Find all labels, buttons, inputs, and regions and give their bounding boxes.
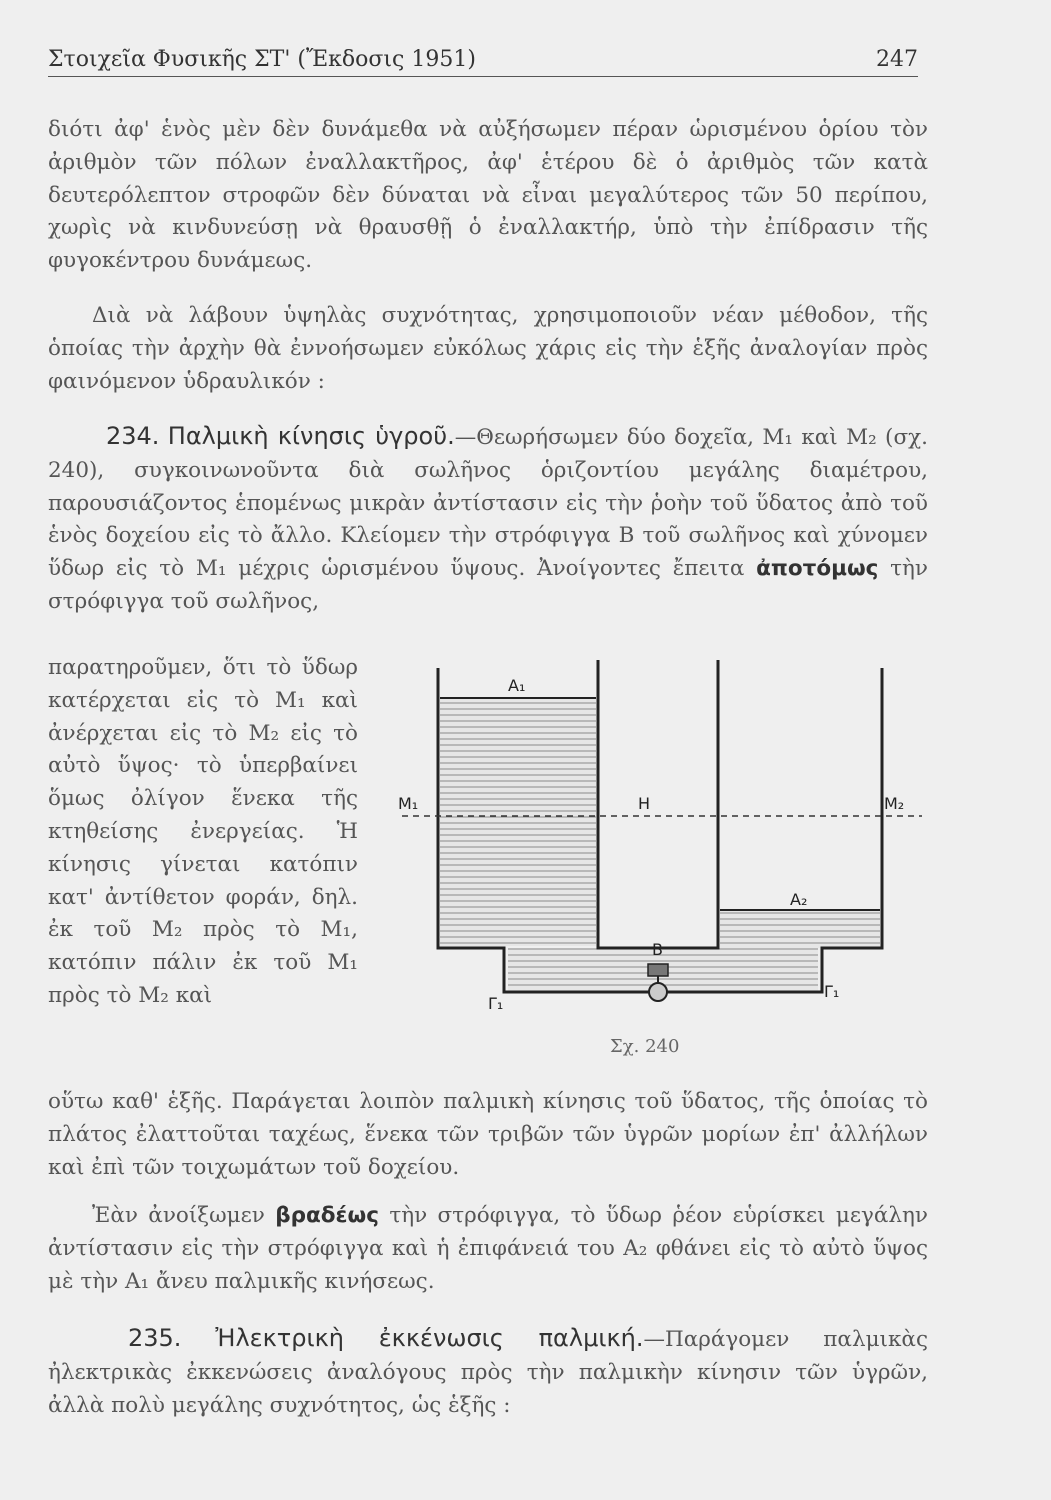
paragraph-1: διότι ἀφ' ἑνὸς μὲν δὲν δυνάμεθα νὰ αὐξήσωμεν πέραν ὡρισμένου ὁρίου τὸν ἀριθμὸν τῶν πόλων ἐναλλακτῆρος, ἀφ' ἑτέρου δὲ ὁ ἀριθμὸς τῶν κατὰ δευτερόλεπτον στροφῶν δὲν δύναται νὰ εἶναι μεγαλύτερος τῶν 50 περίπου, χωρὶς νὰ κινδυνεύσῃ νὰ θραυσθῇ ὁ ἐναλλακτήρ, ὑπὸ τὴν ἐπίδρασιν τῆς φυγοκέντρου δυνάμεως.: [48, 117, 928, 274]
section-234-dash: —: [454, 425, 477, 450]
label-g1-right: Γ₁: [824, 982, 840, 1001]
section-234-text-c: οὕτω καθ' ἑξῆς. Παράγεται λοιπὸν παλμικὴ κίνησις τοῦ ὕδατος, τῆς ὁποίας τὸ πλάτος ἐλαττοῦται ταχέως, ἕνεκα τῶν τριβῶν τῶν ὑγρῶν μορίων ἐπ' ἀλλήλων καὶ ἐπὶ τῶν τοιχωμάτων τοῦ δοχείου.: [48, 1089, 928, 1180]
section-234-text-d2: τὴν στρόφιγγα, τὸ ὕδωρ ῥέον εὑρίσκει μεγάλην ἀντίστασιν εἰς τὴν στρόφιγγα καὶ ἡ ἐπιφάνειά του A₂ φθάνει εἰς τὸ αὐτὸ ὕψος μὲ τὴν A₁ ἄνευ παλμικῆς κινήσεως.: [48, 1203, 928, 1294]
label-m1: M₁: [398, 794, 419, 813]
vessel-inner-wall: [598, 660, 718, 948]
running-header: [48, 40, 918, 77]
section-234-number: 234.: [106, 422, 160, 450]
section-234-narrow-text: παρατηροῦμεν, ὅτι τὸ ὕδωρ κατέρχεται εἰς τὸ M₁ καὶ ἀνέρχεται εἰς τὸ M₂ εἰς τὸ αὐτὸ ὕψος· τὸ ὑπερβαίνει ὅμως ὀλίγον ἕνεκα τῆς κτηθείσης ἐνεργείας. Ἡ κίνησις γίνεται κατόπιν κατ' ἀντίθετον φοράν, δηλ. ἐκ τοῦ M₂ πρὸς τὸ M₁, κατόπιν πάλιν ἐκ τοῦ M₁ πρὸς τὸ M₂ καὶ: [48, 655, 358, 1008]
stopcock-b: [649, 983, 667, 1001]
section-234-paragraph-d: [48, 1200, 928, 1298]
label-b: B: [652, 940, 663, 959]
bold-word-vradeos: βραδέως: [275, 1203, 379, 1228]
section-234-text-d1: Ἐὰν ἀνοίξωμεν: [92, 1203, 276, 1228]
section-234-text-b: τὴν στρόφιγγα τοῦ σωλῆνος,: [48, 556, 928, 614]
bold-word-apotomos: ἀποτόμως: [756, 556, 879, 582]
stopcock-handle: [648, 964, 668, 976]
section-235-text: Παράγομεν παλμικὰς ἠλεκτρικὰς ἐκκενώσεις ἀναλόγους πρὸς τὴν παλμικὴν κίνησιν τῶν ὑγρῶν, ἀλλὰ πολὺ μεγάλης συχνότητος, ὡς ἑξῆς :: [48, 1327, 928, 1418]
figure-caption: Σχ. 240: [610, 1036, 680, 1057]
page-number: 247: [876, 47, 918, 72]
section-235-dash: —: [643, 1327, 665, 1352]
label-a1: A₁: [508, 676, 526, 695]
label-a2: A₂: [790, 890, 808, 909]
label-g1-left: Γ₁: [488, 994, 504, 1013]
label-h: H: [638, 794, 651, 813]
label-m2: M₂: [884, 794, 905, 813]
water-m1: [440, 698, 596, 946]
communicating-vessels-diagram: [378, 652, 938, 1072]
section-235-body: [48, 1322, 928, 1422]
header-title: Στοιχεῖα Φυσικῆς ΣΤ' (Ἔκδοσις 1951): [48, 47, 476, 72]
section-234-title: Παλμικὴ κίνησις ὑγροῦ.: [167, 422, 455, 450]
section-234-text-a: Θεωρήσωμεν δύο δοχεῖα, M₁ καὶ M₂ (σχ. 240), συγκοινωνοῦντα διὰ σωλῆνος ὁριζοντίου μεγάλης διαμέτρου, παρουσιάζοντος ἑπομένως μικρὰν ἀντίστασιν εἰς τὴν ῥοὴν τοῦ ὕδατος ἀπὸ τοῦ ἑνὸς δοχείου εἰς τὸ ἄλλο. Κλείομεν τὴν στρόφιγγα B τοῦ σωλῆνος καὶ χύνομεν ὕδωρ εἰς τὸ M₁ μέχρις ὡρισμένου ὕψους. Ἀνοίγοντες ἔπειτα: [48, 425, 928, 582]
section-234-body: [48, 420, 928, 619]
water-m2: [720, 910, 880, 948]
section-235-title: Ἠλεκτρικὴ ἐκκένωσις παλμική.: [215, 1324, 644, 1352]
paragraph-2: Διὰ νὰ λάβουν ὑψηλὰς συχνότητας, χρησιμοποιοῦν νέαν μέθοδον, τῆς ὁποίας τὴν ἀρχὴν θὰ ἐννοήσωμεν εὐκόλως χάρις εἰς τὴν ἑξῆς ἀναλογίαν πρὸς φαινόμενον ὑδραυλικόν :: [48, 303, 928, 394]
section-235-number: 235.: [128, 1324, 182, 1352]
figure-240: [378, 652, 938, 1072]
